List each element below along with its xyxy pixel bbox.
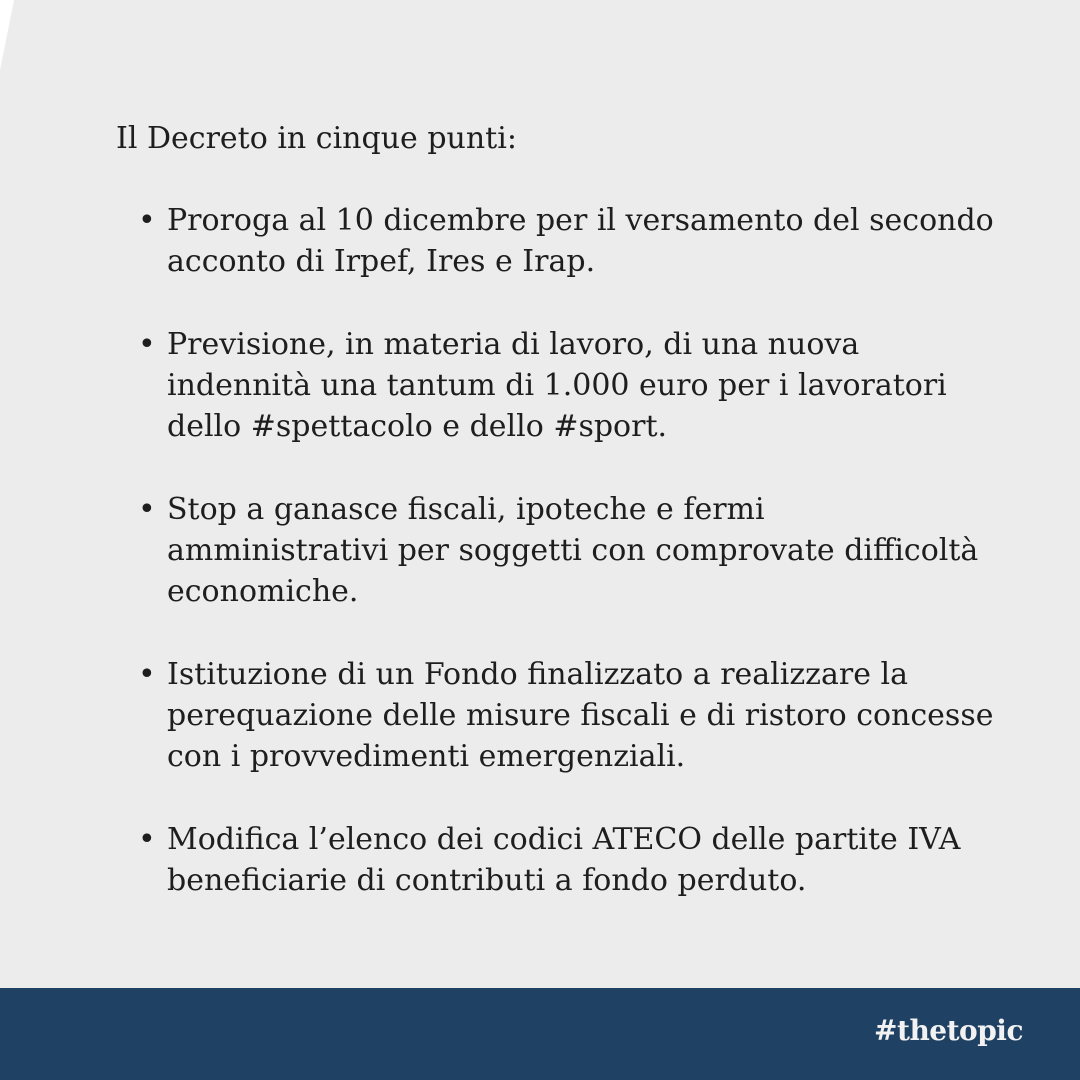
list-item-line: amministrativi per soggetti con comprovate difficoltà: [167, 533, 979, 568]
list-item: [116, 324, 996, 447]
list-item-line: Previsione, in materia di lavoro, di una nuova: [167, 327, 860, 362]
bullet-icon: •: [138, 657, 156, 692]
bullet-icon: •: [138, 822, 156, 857]
bullet-icon: •: [138, 203, 156, 238]
list-item-line: economiche.: [167, 574, 359, 609]
list-item: [116, 200, 996, 282]
bullet-icon: •: [138, 327, 156, 362]
list-item-line: Modifica l’elenco dei codici ATECO delle partite IVA: [167, 822, 961, 857]
list-item: [116, 489, 996, 612]
list-item-line: Stop a ganasce fiscali, ipoteche e fermi: [167, 492, 765, 527]
brand-hashtag: #thetopic: [874, 1014, 1023, 1047]
list-item-line: Proroga al 10 dicembre per il versamento del secondo: [167, 203, 994, 238]
list-item-line: indennità una tantum di 1.000 euro per i lavoratori: [167, 368, 947, 403]
main-content: [116, 118, 996, 943]
bullet-icon: •: [138, 492, 156, 527]
footer-bar: [0, 988, 1080, 1080]
points-list: [116, 200, 996, 901]
corner-accent: [0, 0, 14, 70]
list-item: [116, 819, 996, 901]
list-item: [116, 654, 996, 777]
intro-heading: Il Decreto in cinque punti:: [116, 121, 517, 156]
list-item-line: acconto di Irpef, Ires e Irap.: [167, 244, 596, 279]
list-item-line: dello #spettacolo e dello #sport.: [167, 409, 668, 444]
list-item-line: con i provvedimenti emergenziali.: [167, 739, 686, 774]
list-item-line: perequazione delle misure fiscali e di ristoro concesse: [167, 698, 994, 733]
list-item-line: beneficiarie di contributi a fondo perduto.: [167, 863, 807, 898]
list-item-line: Istituzione di un Fondo finalizzato a realizzare la: [167, 657, 908, 692]
